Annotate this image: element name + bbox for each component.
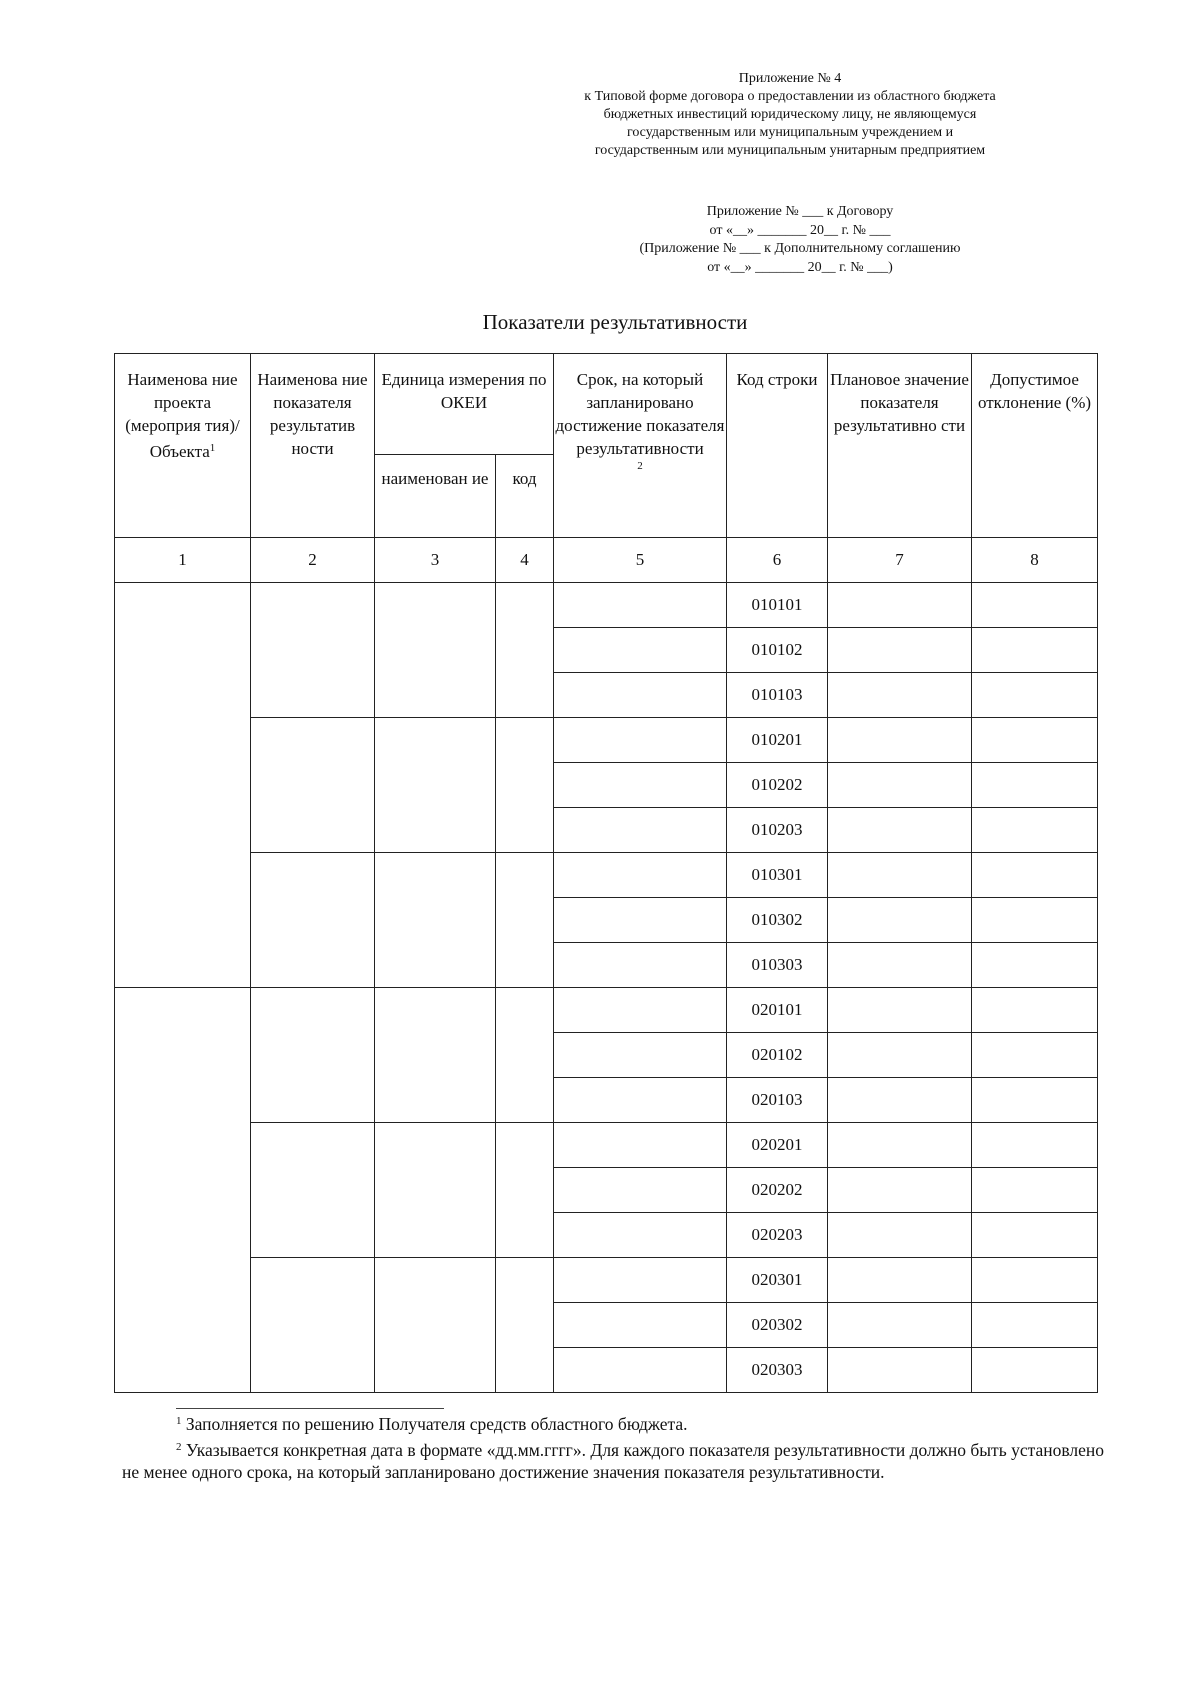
row-code-cell: 020103 [727,1078,828,1123]
planned-value-cell[interactable] [828,853,972,898]
column-number: 7 [828,538,972,583]
column-number: 1 [115,538,251,583]
header-okei-unit: Единица измерения по ОКЕИ [375,354,554,455]
row-code-cell: 020101 [727,988,828,1033]
footnote-2 [122,1436,1104,1484]
deadline-cell[interactable] [554,583,727,628]
footnote-divider [176,1408,444,1409]
planned-value-cell[interactable] [828,1303,972,1348]
table-row [115,718,1098,763]
row-code-cell: 010102 [727,628,828,673]
row-code-cell: 020201 [727,1123,828,1168]
allowed-deviation-cell[interactable] [972,628,1098,673]
allowed-deviation-cell[interactable] [972,808,1098,853]
appendix-line: бюджетных инвестиций юридическому лицу, не являющемуся [603,107,977,122]
deadline-cell[interactable] [554,673,727,718]
unit-name-cell[interactable] [375,583,496,718]
unit-code-cell[interactable] [496,853,554,988]
planned-value-cell[interactable] [828,1213,972,1258]
footnote-ref-2: 2 [637,460,643,472]
allowed-deviation-cell[interactable] [972,1348,1098,1393]
planned-value-cell[interactable] [828,1033,972,1078]
row-code-cell: 020301 [727,1258,828,1303]
indicator-name-cell[interactable] [251,853,375,988]
footnote-1-text: Заполняется по решению Получателя средств областного бюджета. [185,1414,688,1434]
column-number: 2 [251,538,375,583]
unit-code-cell[interactable] [496,988,554,1123]
planned-value-cell[interactable] [828,1078,972,1123]
project-name-cell[interactable] [115,988,251,1393]
footnote-ref-1: 1 [209,442,216,454]
planned-value-cell[interactable] [828,1123,972,1168]
allowed-deviation-cell[interactable] [972,1303,1098,1348]
appendix-line: Приложение № 4 [738,71,842,86]
allowed-deviation-cell[interactable] [972,943,1098,988]
deadline-cell[interactable] [554,718,727,763]
deadline-cell[interactable] [554,1258,727,1303]
deadline-cell[interactable] [554,853,727,898]
column-number-row [115,538,1098,583]
row-code-cell: 020302 [727,1303,828,1348]
allowed-deviation-cell[interactable] [972,853,1098,898]
planned-value-cell[interactable] [828,628,972,673]
allowed-deviation-cell[interactable] [972,988,1098,1033]
row-code-cell: 020303 [727,1348,828,1393]
row-code-cell: 010301 [727,853,828,898]
column-number: 5 [554,538,727,583]
row-code-cell: 010103 [727,673,828,718]
header-indicator-name: Наименова ние показателя результатив ности [251,354,375,538]
indicators-table [114,353,1098,1393]
table-row [115,1123,1098,1168]
column-number: 3 [375,538,496,583]
header-allowed-deviation: Допустимое отклонение (%) [972,354,1098,538]
contract-line: от «__» _______ 20__ г. № ___) [707,259,893,275]
row-code-cell: 010201 [727,718,828,763]
column-number: 4 [496,538,554,583]
row-code-cell: 010303 [727,943,828,988]
allowed-deviation-cell[interactable] [972,1258,1098,1303]
appendix-line: к Типовой форме договора о предоставлении из областного бюджета [584,89,996,104]
contract-line: от «__» _______ 20__ г. № ___ [709,222,891,238]
row-code-cell: 020203 [727,1213,828,1258]
allowed-deviation-cell[interactable] [972,718,1098,763]
unit-name-cell[interactable] [375,988,496,1123]
header-deadline [554,354,727,538]
planned-value-cell[interactable] [828,808,972,853]
table-row [115,853,1098,898]
allowed-deviation-cell[interactable] [972,1213,1098,1258]
header-project-name [115,354,251,538]
unit-code-cell[interactable] [496,718,554,853]
unit-name-cell[interactable] [375,718,496,853]
unit-code-cell[interactable] [496,1123,554,1258]
footnote-1 [122,1410,1104,1436]
allowed-deviation-cell[interactable] [972,673,1098,718]
indicator-name-cell[interactable] [251,988,375,1123]
deadline-cell[interactable] [554,1123,727,1168]
deadline-cell[interactable] [554,1078,727,1123]
contract-line: (Приложение № ___ к Дополнительному соглашению [639,241,961,256]
table-row [115,583,1098,628]
deadline-cell[interactable] [554,1348,727,1393]
allowed-deviation-cell[interactable] [972,1168,1098,1213]
footnote-2-mark: 2 [176,1440,182,1453]
column-number: 8 [972,538,1098,583]
header-project-name-text: Наименова ние проекта (мероприя тия)/Объекта [125,370,240,461]
appendix-line: государственным или муниципальным унитарным предприятием [594,143,986,158]
project-name-cell[interactable] [115,583,251,988]
indicator-name-cell[interactable] [251,718,375,853]
planned-value-cell[interactable] [828,763,972,808]
deadline-cell[interactable] [554,898,727,943]
footnote-1-mark: 1 [176,1415,182,1427]
appendix-header [540,70,1040,160]
allowed-deviation-cell[interactable] [972,583,1098,628]
header-unit-name: наименован ие [375,455,496,538]
deadline-cell[interactable] [554,1213,727,1258]
deadline-cell[interactable] [554,628,727,673]
unit-code-cell[interactable] [496,583,554,718]
unit-name-cell[interactable] [375,1258,496,1393]
planned-value-cell[interactable] [828,583,972,628]
column-number: 6 [727,538,828,583]
planned-value-cell[interactable] [828,1258,972,1303]
allowed-deviation-cell[interactable] [972,1033,1098,1078]
deadline-cell[interactable] [554,988,727,1033]
header-unit-code: код [496,455,554,538]
deadline-cell[interactable] [554,1168,727,1213]
indicator-name-cell[interactable] [251,1123,375,1258]
unit-name-cell[interactable] [375,1123,496,1258]
planned-value-cell[interactable] [828,1348,972,1393]
header-planned-value: Плановое значение показателя результативно сти [828,354,972,538]
allowed-deviation-cell[interactable] [972,1078,1098,1123]
row-code-cell: 010202 [727,763,828,808]
deadline-cell[interactable] [554,808,727,853]
row-code-cell: 020102 [727,1033,828,1078]
row-code-cell: 010101 [727,583,828,628]
table-row [115,1258,1098,1303]
planned-value-cell[interactable] [828,898,972,943]
table-row [115,988,1098,1033]
planned-value-cell[interactable] [828,943,972,988]
deadline-cell[interactable] [554,1303,727,1348]
allowed-deviation-cell[interactable] [972,763,1098,808]
contract-line: Приложение № ___ к Договору [706,204,894,219]
unit-name-cell[interactable] [375,853,496,988]
row-code-cell: 010203 [727,808,828,853]
planned-value-cell[interactable] [828,718,972,763]
deadline-cell[interactable] [554,943,727,988]
allowed-deviation-cell[interactable] [972,898,1098,943]
deadline-cell[interactable] [554,1033,727,1078]
planned-value-cell[interactable] [828,988,972,1033]
row-code-cell: 010302 [727,898,828,943]
row-code-cell: 020202 [727,1168,828,1213]
document-title: Показатели результативности [482,310,748,334]
planned-value-cell[interactable] [828,673,972,718]
planned-value-cell[interactable] [828,1168,972,1213]
footnotes [122,1410,1104,1484]
header-deadline-text: Срок, на который запланировано достижение показателя результативности [555,370,725,458]
appendix-line: государственным или муниципальным учреждением и [626,125,954,140]
footnote-2-text: Указывается конкретная дата в формате «дд.мм.гггг». Для каждого показателя результативности должно быть установлено не менее одного срока, на который запланировано достижение значения показателя результативности. [122,1439,1105,1482]
unit-code-cell[interactable] [496,1258,554,1393]
contract-reference [560,203,1040,277]
allowed-deviation-cell[interactable] [972,1123,1098,1168]
indicator-name-cell[interactable] [251,583,375,718]
header-row-code: Код строки [727,354,828,538]
deadline-cell[interactable] [554,763,727,808]
indicator-name-cell[interactable] [251,1258,375,1393]
